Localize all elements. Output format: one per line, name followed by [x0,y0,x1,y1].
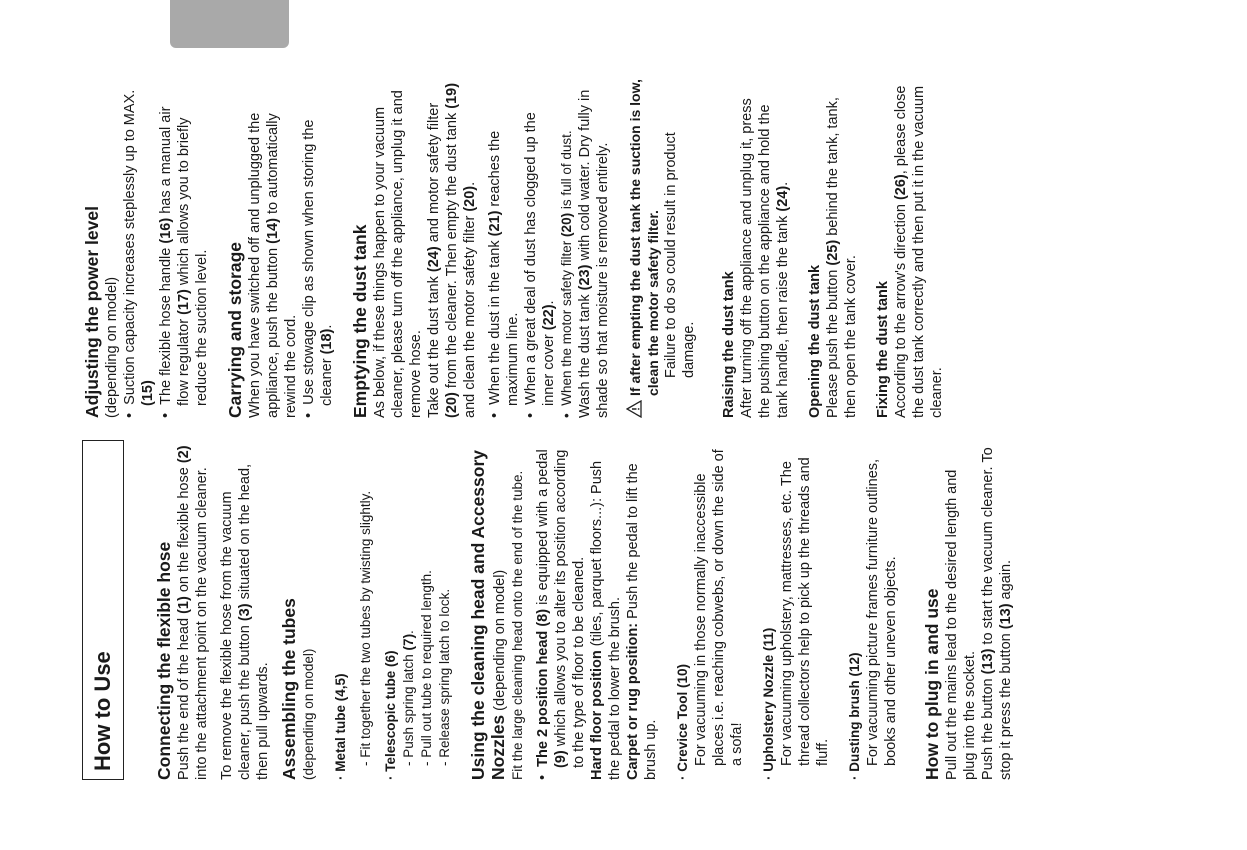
telescopic-tube-title: · Telescopic tube (6) [382,440,400,780]
telescopic-step-1: - Push spring latch (7). [401,630,416,766]
heading-emptying-tank: Emptying the dust tank [350,224,370,418]
heading-raising-tank: Raising the dust tank [721,271,737,418]
fix-paragraph: According to the arrow's direction (26), please close the dust tank correctly and then put it in the vacuum cleaner. [893,85,945,418]
plug-paragraph-2: Push the button (13) to start the vacuum cleaner. To stop it press the button (13) again. [980,447,1014,780]
carpet-text: Carpet or rug position: Push the pedal to lift the brush up. [625,463,659,780]
warning-triangle-icon [626,400,642,418]
empty-paragraph-1: As below, if these things happen to your vacuum cleaner, please turn off the appliance, unplug it and remove hose. [372,90,424,418]
power-bullet-1: • Suction capacity increases steplessly up to MAX. (15) [121,78,157,418]
left-column [82,440,1102,780]
telescopic-step-2: - Pull out tube to required length. [419,570,434,766]
heading-cleaning-head: Using the cleaning head and Accessory [468,449,488,780]
plug-paragraph-1: Pull out the mains lead to the desired length and plug into the socket. [944,469,978,780]
carry-paragraph: When you have switched off and unplugged the appliance, push the button (14) to automatically rewind the cord. [247,112,299,418]
heading-fixing-tank: Fixing the dust tank [875,281,891,418]
dusting-brush-text: For vacuuming picture frames furniture outlines, books and other uneven objects. [865,458,899,766]
upholstery-nozzle-text: For vacuuming upholstery, mattresses, etc. The thread collectors help to pick up the threads and fluff. [779,457,831,766]
metal-tube-title: · Metal tube (4,5) [332,440,350,780]
upholstery-nozzle-title: · Upholstery Nozzle (11) [760,440,778,780]
tubes-subtitle: (depending on model) [301,648,316,780]
hose-paragraph-2: To remove the flexible hose from the vacuum cleaner, push the button (3) situated on the head, then pull upwards. [219,463,271,780]
warning-text: Failure to do so could result in product damage. [663,132,697,378]
power-subtitle: (depending on model) [104,276,120,418]
hard-floor-text: Hard floor position (tiles, parquet floors...): Push the pedal to lower the brush. [589,460,623,780]
right-column [82,78,1102,418]
two-position-head-text: • The 2 position head (8) is equipped with a pedal (9) which allows you to alter its position according to the type of floor to be cleaned. [534,440,588,780]
metal-tube-text: - Fit together the two tubes by twisting slightly. [358,490,373,766]
power-bullet-2: • The flexible hose handle (16) has a manual air flow regulator (17) which allows you to briefly reduce the suction level. [157,78,211,418]
heading-carrying-storage: Carrying and storage [225,241,245,418]
rotated-page [82,56,1102,780]
heading-opening-tank: Opening the dust tank [807,264,823,418]
empty-bullet-2: • When a great deal of dust has clogged up the inner cover (22). [522,78,558,418]
open-paragraph: Please push the button (25) behind the tank, tank, then open the tank cover. [825,97,859,418]
raise-paragraph: After turning off the appliance and unplug it, press the pushing button on the appliance and hold the tank handle, then raise the tank (24). [739,98,791,418]
empty-paragraph-3: Wash the dust tank (23) with cold water. Dry fully in shade so that moisture is removed entirely. [577,89,611,418]
heading-power-level: Adjusting the power level [82,206,102,418]
crevice-tool-title: · Crevice Tool (10) [674,440,692,780]
empty-paragraph-2: Take out the dust tank (24) and motor safety filter (20) from the cleaner. Then empty the dust tank (19) and clean the motor safety filter (20). [426,82,478,418]
warning-title: If after empting the dust tank the suction is low, clean the motor safety filter. [627,79,661,396]
heading-assembling-tubes: Assembling the tubes [279,598,299,780]
hose-paragraph-1: Push the end of the head (1) on the flexible hose (2) into the attachment point on the vacuum cleaner. [176,445,210,780]
dusting-brush-title: · Dusting brush (12) [846,440,864,780]
carry-bullet: • Use stowage clip as shown when storing the cleaner (18). [300,78,336,418]
empty-bullet-3: • When the motor safety filter (20) is full of dust. [558,78,576,418]
warning-note [626,78,698,418]
empty-bullet-1: • When the dust in the tank (21) reaches the maximum line. [486,78,522,418]
cleaning-head-fit-text: Fit the large cleaning head onto the end of the tube. [510,470,525,780]
page-tab-marker [170,0,289,48]
heading-nozzles-line: Nozzles (depending on model) [488,569,508,780]
telescopic-step-3: - Release spring latch to lock. [437,588,452,766]
heading-connecting-hose: Connecting the flexible hose [154,541,174,780]
crevice-tool-text: For vacuuming in those normally inaccessible places i.e. reaching cobwebs, or down the side of a sofa! [693,449,745,766]
heading-plug-in: How to plug in and use [922,588,942,780]
page-title: How to Use [82,440,124,780]
